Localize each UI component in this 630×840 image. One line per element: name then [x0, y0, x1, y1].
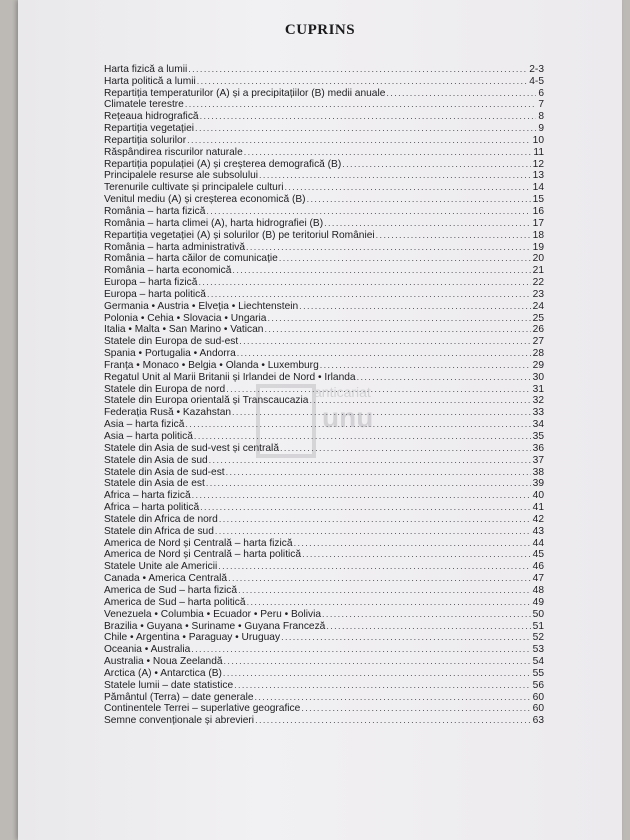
toc-leader-dots — [219, 514, 531, 525]
toc-entry-page: 60 — [532, 691, 544, 703]
toc-entry-page: 20 — [532, 253, 544, 265]
toc-entry-page: 26 — [532, 324, 544, 336]
toc-leader-dots — [255, 715, 531, 726]
toc-entry-page: 31 — [532, 383, 544, 395]
toc-entry — [104, 75, 544, 87]
toc-entry — [104, 324, 544, 336]
toc-leader-dots — [192, 490, 531, 501]
toc-entry — [104, 584, 544, 596]
toc-entry-page: 47 — [532, 573, 544, 585]
toc-entry-page: 37 — [532, 454, 544, 466]
toc-entry-label: Venezuela • Columbia • Ecuador • Peru • Bolivia — [104, 608, 322, 620]
toc-entry-page: 41 — [532, 502, 544, 514]
toc-entry-label: Pământul (Terra) – date generale — [104, 691, 254, 703]
toc-leader-dots — [259, 170, 531, 181]
toc-entry-page: 51 — [532, 620, 544, 632]
toc-entry-page: 44 — [532, 537, 544, 549]
toc-entry — [104, 620, 544, 632]
toc-entry-label: Statele Unite ale Americii — [104, 561, 218, 573]
toc-leader-dots — [224, 656, 531, 667]
toc-entry-label: Harta fizică a lumii — [104, 63, 188, 75]
toc-entry-page: 9 — [538, 123, 544, 135]
toc-entry — [104, 608, 544, 620]
toc-entry-page: 43 — [532, 525, 544, 537]
toc-leader-dots — [188, 64, 527, 75]
toc-leader-dots — [234, 680, 531, 691]
toc-entry-label: Europa – harta fizică — [104, 277, 198, 289]
toc-leader-dots — [239, 336, 530, 347]
toc-entry — [104, 99, 544, 111]
toc-entry-label: Statele din Africa de nord — [104, 513, 218, 525]
toc-entry-label: Statele din Europa orientală și Transcaucazia — [104, 395, 309, 407]
toc-entry-page: 7 — [538, 99, 544, 111]
toc-leader-dots — [324, 218, 531, 229]
toc-leader-dots — [299, 301, 530, 312]
toc-entry-label: Arctica (A) • Antarctica (B) — [104, 667, 222, 679]
toc-entry — [104, 478, 544, 490]
toc-entry-page: 18 — [532, 229, 544, 241]
toc-entry-page: 34 — [532, 419, 544, 431]
toc-leader-dots — [238, 585, 531, 596]
watermark-logo — [256, 378, 456, 458]
toc-entry — [104, 489, 544, 501]
toc-leader-dots — [302, 549, 531, 560]
toc-leader-dots — [215, 526, 531, 537]
toc-entry-label: Statele din Europa de nord — [104, 383, 226, 395]
toc-leader-dots — [226, 467, 531, 478]
toc-entry-label: România – harta administrativă — [104, 241, 245, 253]
toc-entry-page: 17 — [532, 217, 544, 229]
toc-leader-dots — [232, 265, 530, 276]
toc-entry-page: 6 — [538, 87, 544, 99]
toc-entry — [104, 525, 544, 537]
toc-entry — [104, 596, 544, 608]
toc-entry-page: 8 — [538, 111, 544, 123]
toc-entry — [104, 537, 544, 549]
toc-leader-dots — [247, 597, 531, 608]
toc-entry — [104, 87, 544, 99]
toc-entry-label: Statele lumii – date statistice — [104, 679, 234, 691]
toc-entry-label: Repartiția temperaturilor (A) și a precipitațiilor (B) medii anuale — [104, 87, 386, 99]
toc-entry-page: 25 — [532, 312, 544, 324]
toc-entry-label: Asia – harta politică — [104, 431, 193, 442]
book-page — [18, 0, 622, 840]
toc-entry-page: 16 — [532, 205, 544, 217]
toc-entry — [104, 466, 544, 478]
toc-entry — [104, 632, 544, 644]
toc-entry-page: 28 — [532, 348, 544, 360]
toc-entry-label: Răspândirea riscurilor naturale — [104, 146, 243, 158]
toc-entry-page: 30 — [532, 371, 544, 383]
toc-leader-dots — [386, 88, 536, 99]
toc-leader-dots — [267, 313, 530, 324]
toc-entry-label: Statele din Europa de sud-est — [104, 336, 239, 348]
toc-entry-page: 23 — [532, 288, 544, 300]
toc-entry-label: Semne convenționale și abrevieri — [104, 715, 255, 727]
toc-leader-dots — [198, 277, 530, 288]
toc-leader-dots — [206, 478, 531, 489]
toc-entry-label: Chile • Argentina • Paraguay • Uruguay — [104, 632, 281, 644]
toc-entry-page: 48 — [532, 584, 544, 596]
toc-leader-dots — [228, 573, 531, 584]
toc-entry-label: Statele din Asia de sud-est — [104, 466, 225, 478]
toc-entry — [104, 335, 544, 347]
toc-entry-label: România – harta căilor de comunicație — [104, 253, 278, 265]
toc-entry-page: 11 — [533, 146, 544, 158]
toc-entry-label: Africa – harta politică — [104, 502, 200, 514]
toc-entry-label: România – harta fizică — [104, 205, 206, 217]
toc-entry-label: Continentele Terrei – superlative geografice — [104, 703, 301, 715]
toc-entry-page: 2-3 — [529, 63, 544, 75]
toc-entry-label: America de Sud – harta fizică — [104, 584, 238, 596]
toc-entry-label: Climatele terestre — [104, 99, 184, 111]
toc-leader-dots — [246, 242, 531, 253]
toc-entry — [104, 158, 544, 170]
toc-entry-page: 46 — [532, 561, 544, 573]
toc-leader-dots — [223, 668, 531, 679]
toc-entry-page: 36 — [532, 442, 544, 454]
toc-entry-label: Federația Rusă • Kazahstan — [104, 407, 232, 419]
toc-entry — [104, 63, 544, 75]
toc-leader-dots — [326, 621, 530, 632]
toc-entry-label: Spania • Portugalia • Andorra — [104, 348, 236, 360]
toc-entry — [104, 643, 544, 655]
toc-entry-label: Germania • Austria • Elveția • Liechtenstein — [104, 300, 299, 312]
toc-entry — [104, 572, 544, 584]
toc-entry-label: Australia • Noua Zeelandă — [104, 656, 223, 668]
toc-leader-dots — [322, 609, 531, 620]
toc-leader-dots — [244, 147, 532, 158]
toc-entry — [104, 679, 544, 691]
toc-entry-label: Franța • Monaco • Belgia • Olanda • Luxemburg — [104, 359, 319, 371]
toc-entry — [104, 122, 544, 134]
toc-entry-label: Harta politică a lumii — [104, 75, 196, 87]
toc-entry-label: Repartiția solurilor — [104, 134, 187, 146]
toc-entry-label: America de Nord și Centrală – harta politică — [104, 549, 302, 561]
toc-leader-dots — [237, 348, 531, 359]
toc-leader-dots — [294, 538, 531, 549]
toc-entry-label: Africa – harta fizică — [104, 490, 191, 502]
toc-leader-dots — [207, 289, 531, 300]
toc-entry-label: Terenurile cultivate și principalele culturi — [104, 182, 284, 194]
toc-leader-dots — [187, 135, 531, 146]
toc-entry-label: România – harta climei (A), harta hidrografiei (B) — [104, 217, 324, 229]
toc-leader-dots — [264, 324, 530, 335]
toc-entry-page: 55 — [532, 667, 544, 679]
toc-entry — [104, 229, 544, 241]
toc-entry-label: Oceania • Australia — [104, 644, 191, 656]
toc-entry — [104, 253, 544, 265]
toc-leader-dots — [255, 692, 531, 703]
toc-entry — [104, 347, 544, 359]
toc-entry-page: 22 — [532, 277, 544, 289]
toc-entry-label: Rețeaua hidrografică — [104, 111, 199, 123]
toc-entry — [104, 560, 544, 572]
toc-entry — [104, 667, 544, 679]
toc-entry-page: 21 — [532, 265, 544, 277]
toc-entry-page: 63 — [532, 715, 544, 727]
toc-entry — [104, 655, 544, 667]
toc-entry-page: 32 — [532, 395, 544, 407]
toc-entry-page: 35 — [532, 431, 544, 442]
toc-leader-dots — [301, 703, 530, 714]
toc-entry-label: Asia – harta fizică — [104, 419, 185, 431]
toc-entry — [104, 312, 544, 324]
toc-entry-page: 13 — [532, 170, 544, 182]
toc-entry-page: 12 — [532, 158, 544, 170]
toc-entry-page: 40 — [532, 490, 544, 502]
toc-leader-dots — [200, 502, 531, 513]
toc-leader-dots — [191, 644, 530, 655]
toc-entry — [104, 217, 544, 229]
toc-entry-label: Brazilia • Guyana • Suriname • Guyana Franceză — [104, 620, 326, 632]
toc-leader-dots — [376, 230, 531, 241]
toc-entry — [104, 288, 544, 300]
toc-entry-page: 52 — [532, 632, 544, 644]
toc-entry-label: Italia • Malta • San Marino • Vatican — [104, 324, 264, 336]
toc-entry-label: Statele din Asia de sud-vest și centrală — [104, 442, 279, 454]
toc-entry — [104, 241, 544, 253]
toc-leader-dots — [218, 561, 530, 572]
toc-leader-dots — [279, 253, 531, 264]
toc-entry-page: 60 — [532, 703, 544, 715]
toc-entry-label: America de Nord și Centrală – harta fizică — [104, 537, 293, 549]
toc-entry-label: Canada • America Centrală — [104, 573, 228, 585]
toc-entry-page: 50 — [532, 608, 544, 620]
toc-entry — [104, 549, 544, 561]
toc-entry-label: Repartiția vegetației (A) și solurilor (B) pe teritoriul României — [104, 229, 375, 241]
toc-leader-dots — [200, 111, 537, 122]
toc-entry-page: 19 — [532, 241, 544, 253]
toc-entry-page: 49 — [532, 596, 544, 608]
toc-entry-label: Polonia • Cehia • Slovacia • Ungaria — [104, 312, 267, 324]
toc-entry-label: America de Sud – harta politică — [104, 596, 246, 608]
toc-entry-page: 54 — [532, 656, 544, 668]
toc-entry — [104, 181, 544, 193]
toc-leader-dots — [320, 360, 531, 371]
toc-entry-page: 33 — [532, 407, 544, 419]
page-title: CUPRINS — [284, 22, 356, 38]
toc-entry — [104, 193, 544, 205]
toc-entry-label: Europa – harta politică — [104, 288, 206, 300]
toc-entry-label: Statele din Asia de est — [104, 478, 205, 490]
toc-leader-dots — [195, 123, 536, 134]
toc-entry-label: Repartiția vegetației — [104, 123, 195, 135]
toc-entry — [104, 146, 544, 158]
toc-leader-dots — [342, 159, 530, 170]
toc-entry-page: 24 — [532, 300, 544, 312]
toc-entry-label: Statele din Asia de sud — [104, 454, 208, 466]
toc-entry-page: 29 — [532, 359, 544, 371]
toc-entry-page: 42 — [532, 513, 544, 525]
toc-entry — [104, 359, 544, 371]
toc-entry — [104, 691, 544, 703]
toc-entry — [104, 300, 544, 312]
toc-leader-dots — [185, 99, 536, 110]
watermark-box-icon — [256, 384, 316, 458]
toc-leader-dots — [285, 182, 531, 193]
toc-entry-page: 10 — [532, 134, 544, 146]
toc-entry-label: Regatul Unit al Marii Britanii și Irlandei de Nord • Irlanda — [104, 371, 356, 383]
toc-entry — [104, 276, 544, 288]
watermark-text-main: unu — [322, 402, 374, 433]
toc-entry-page: 56 — [532, 679, 544, 691]
toc-entry-page: 4-5 — [529, 75, 544, 87]
toc-entry — [104, 501, 544, 513]
toc-leader-dots — [307, 194, 531, 205]
toc-leader-dots — [197, 76, 528, 87]
toc-entry — [104, 170, 544, 182]
toc-entry-label: Repartiția populației (A) și creșterea demografică (B) — [104, 158, 342, 170]
toc-entry — [104, 205, 544, 217]
toc-entry-page: 38 — [532, 466, 544, 478]
toc-entry-label: Venitul mediu (A) și creșterea economică (B) — [104, 194, 306, 206]
toc-entry — [104, 110, 544, 122]
toc-entry-label: România – harta economică — [104, 265, 232, 277]
toc-entry-label: Statele din Africa de sud — [104, 525, 214, 537]
toc-leader-dots — [206, 206, 530, 217]
toc-entry-page: 53 — [532, 644, 544, 656]
toc-entry-page: 14 — [532, 182, 544, 194]
toc-entry — [104, 714, 544, 726]
toc-entry — [104, 513, 544, 525]
toc-entry — [104, 264, 544, 276]
toc-entry-page: 39 — [532, 478, 544, 490]
toc-leader-dots — [281, 632, 531, 643]
toc-entry-label: Principalele resurse ale subsolului — [104, 170, 259, 182]
toc-entry — [104, 134, 544, 146]
toc-entry — [104, 703, 544, 715]
toc-entry-page: 45 — [532, 549, 544, 561]
toc-entry-page: 15 — [532, 194, 544, 206]
toc-entry-page: 27 — [532, 336, 544, 348]
watermark-text-top: anticariat — [314, 384, 371, 400]
